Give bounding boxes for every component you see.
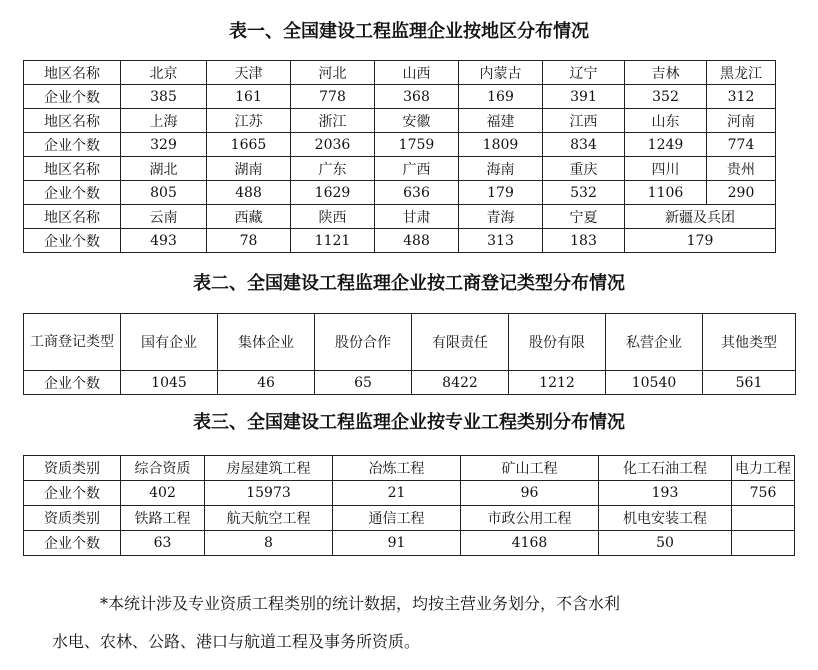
count-cell: 1629 xyxy=(291,181,375,205)
count-cell: 402 xyxy=(121,481,205,506)
table-row xyxy=(24,371,796,395)
count-cell: 312 xyxy=(707,85,776,109)
count-cell: 329 xyxy=(121,133,207,157)
table-row xyxy=(24,85,776,109)
table-row xyxy=(24,506,795,531)
region-name: 安徽 xyxy=(375,109,459,133)
count-cell: 179 xyxy=(625,229,776,253)
count-cell: 805 xyxy=(121,181,207,205)
region-name: 内蒙古 xyxy=(459,61,543,85)
region-name: 贵州 xyxy=(707,157,776,181)
region-name: 上海 xyxy=(121,109,207,133)
region-name: 黑龙江 xyxy=(707,61,776,85)
table-row xyxy=(24,61,776,85)
count-cell: 21 xyxy=(333,481,461,506)
count-cell: 91 xyxy=(333,531,461,556)
region-name: 湖南 xyxy=(207,157,291,181)
count-cell: 636 xyxy=(375,181,459,205)
count-cell: 778 xyxy=(291,85,375,109)
count-cell: 561 xyxy=(703,371,796,395)
region-name: 广东 xyxy=(291,157,375,181)
count-cell: 2036 xyxy=(291,133,375,157)
table-row xyxy=(24,157,776,181)
footnote-line-2: 水电、农林、公路、港口与航道工程及事务所资质。 xyxy=(52,632,421,651)
table-row xyxy=(24,481,795,506)
region-name: 新疆及兵团 xyxy=(625,205,776,229)
count-cell: 385 xyxy=(121,85,207,109)
registration-type-table xyxy=(23,313,796,395)
category-name: 通信工程 xyxy=(333,506,461,531)
category-name: 市政公用工程 xyxy=(461,506,599,531)
table-row xyxy=(24,133,776,157)
region-name: 广西 xyxy=(375,157,459,181)
row-label: 地区名称 xyxy=(24,157,121,181)
region-name: 湖北 xyxy=(121,157,207,181)
region-name: 北京 xyxy=(121,61,207,85)
table-row xyxy=(24,456,795,481)
count-cell: 774 xyxy=(707,133,776,157)
category-name: 冶炼工程 xyxy=(333,456,461,481)
category-name: 房屋建筑工程 xyxy=(205,456,333,481)
region-name: 甘肃 xyxy=(375,205,459,229)
count-cell: 8 xyxy=(205,531,333,556)
qualification-category-table xyxy=(23,455,795,556)
count-cell: 756 xyxy=(732,481,795,506)
row-label: 工商登记类型 xyxy=(24,314,121,371)
region-name: 江西 xyxy=(543,109,625,133)
row-label: 企业个数 xyxy=(24,85,121,109)
region-name: 吉林 xyxy=(625,61,707,85)
row-label: 企业个数 xyxy=(24,531,121,556)
count-cell: 169 xyxy=(459,85,543,109)
count-cell: 193 xyxy=(599,481,732,506)
region-name: 山西 xyxy=(375,61,459,85)
region-name: 浙江 xyxy=(291,109,375,133)
table3-title: 表三、全国建设工程监理企业按专业工程类别分布情况 xyxy=(193,412,625,433)
count-cell: 1809 xyxy=(459,133,543,157)
row-label: 地区名称 xyxy=(24,205,121,229)
region-name: 福建 xyxy=(459,109,543,133)
region-name: 四川 xyxy=(625,157,707,181)
category-name: 机电安装工程 xyxy=(599,506,732,531)
count-cell: 183 xyxy=(543,229,625,253)
region-name: 重庆 xyxy=(543,157,625,181)
count-cell: 78 xyxy=(207,229,291,253)
region-name: 天津 xyxy=(207,61,291,85)
table-row xyxy=(24,109,776,133)
type-name: 股份合作 xyxy=(315,314,412,371)
count-cell: 1759 xyxy=(375,133,459,157)
row-label: 企业个数 xyxy=(24,133,121,157)
count-cell: 1249 xyxy=(625,133,707,157)
region-name: 云南 xyxy=(121,205,207,229)
region-name: 河北 xyxy=(291,61,375,85)
footnote-line-1: *本统计涉及专业资质工程类别的统计数据，均按主营业务划分，不含水利 xyxy=(100,594,621,613)
type-name: 股份有限 xyxy=(509,314,606,371)
count-cell: 1106 xyxy=(625,181,707,205)
region-name: 江苏 xyxy=(207,109,291,133)
count-cell: 493 xyxy=(121,229,207,253)
count-cell: 313 xyxy=(459,229,543,253)
count-cell: 532 xyxy=(543,181,625,205)
row-label: 企业个数 xyxy=(24,371,121,395)
region-distribution-table xyxy=(23,60,776,253)
table-row xyxy=(24,531,795,556)
region-name: 宁夏 xyxy=(543,205,625,229)
category-name: 航天航空工程 xyxy=(205,506,333,531)
count-cell: 290 xyxy=(707,181,776,205)
region-name: 海南 xyxy=(459,157,543,181)
count-cell: 1121 xyxy=(291,229,375,253)
count-cell: 63 xyxy=(121,531,205,556)
table-row xyxy=(24,181,776,205)
count-cell: 161 xyxy=(207,85,291,109)
count-cell: 488 xyxy=(207,181,291,205)
category-name: 电力工程 xyxy=(732,456,795,481)
category-name: 化工石油工程 xyxy=(599,456,732,481)
count-cell: 352 xyxy=(625,85,707,109)
row-label: 企业个数 xyxy=(24,229,121,253)
count-cell: 834 xyxy=(543,133,625,157)
region-name: 青海 xyxy=(459,205,543,229)
type-name: 有限责任 xyxy=(412,314,509,371)
type-name: 国有企业 xyxy=(121,314,218,371)
count-cell: 4168 xyxy=(461,531,599,556)
row-label: 地区名称 xyxy=(24,61,121,85)
region-name: 西藏 xyxy=(207,205,291,229)
count-cell: 1665 xyxy=(207,133,291,157)
table1-title: 表一、全国建设工程监理企业按地区分布情况 xyxy=(229,21,589,42)
row-label: 企业个数 xyxy=(24,181,121,205)
count-cell: 10540 xyxy=(606,371,703,395)
empty-cell xyxy=(732,506,795,531)
region-name: 河南 xyxy=(707,109,776,133)
count-cell: 50 xyxy=(599,531,732,556)
table-row xyxy=(24,314,796,371)
count-cell: 96 xyxy=(461,481,599,506)
count-cell: 179 xyxy=(459,181,543,205)
count-cell: 15973 xyxy=(205,481,333,506)
region-name: 山东 xyxy=(625,109,707,133)
category-name: 铁路工程 xyxy=(121,506,205,531)
count-cell: 65 xyxy=(315,371,412,395)
region-name: 辽宁 xyxy=(543,61,625,85)
row-label: 企业个数 xyxy=(24,481,121,506)
count-cell: 8422 xyxy=(412,371,509,395)
count-cell: 1045 xyxy=(121,371,218,395)
count-cell: 1212 xyxy=(509,371,606,395)
type-name: 其他类型 xyxy=(703,314,796,371)
count-cell: 368 xyxy=(375,85,459,109)
row-label: 地区名称 xyxy=(24,109,121,133)
row-label: 资质类别 xyxy=(24,456,121,481)
category-name: 矿山工程 xyxy=(461,456,599,481)
empty-cell xyxy=(732,531,795,556)
region-name: 陕西 xyxy=(291,205,375,229)
type-name: 集体企业 xyxy=(218,314,315,371)
count-cell: 46 xyxy=(218,371,315,395)
table2-title: 表二、全国建设工程监理企业按工商登记类型分布情况 xyxy=(193,273,625,294)
count-cell: 391 xyxy=(543,85,625,109)
count-cell: 488 xyxy=(375,229,459,253)
table-row xyxy=(24,205,776,229)
table-row xyxy=(24,229,776,253)
category-name: 综合资质 xyxy=(121,456,205,481)
row-label: 资质类别 xyxy=(24,506,121,531)
type-name: 私营企业 xyxy=(606,314,703,371)
